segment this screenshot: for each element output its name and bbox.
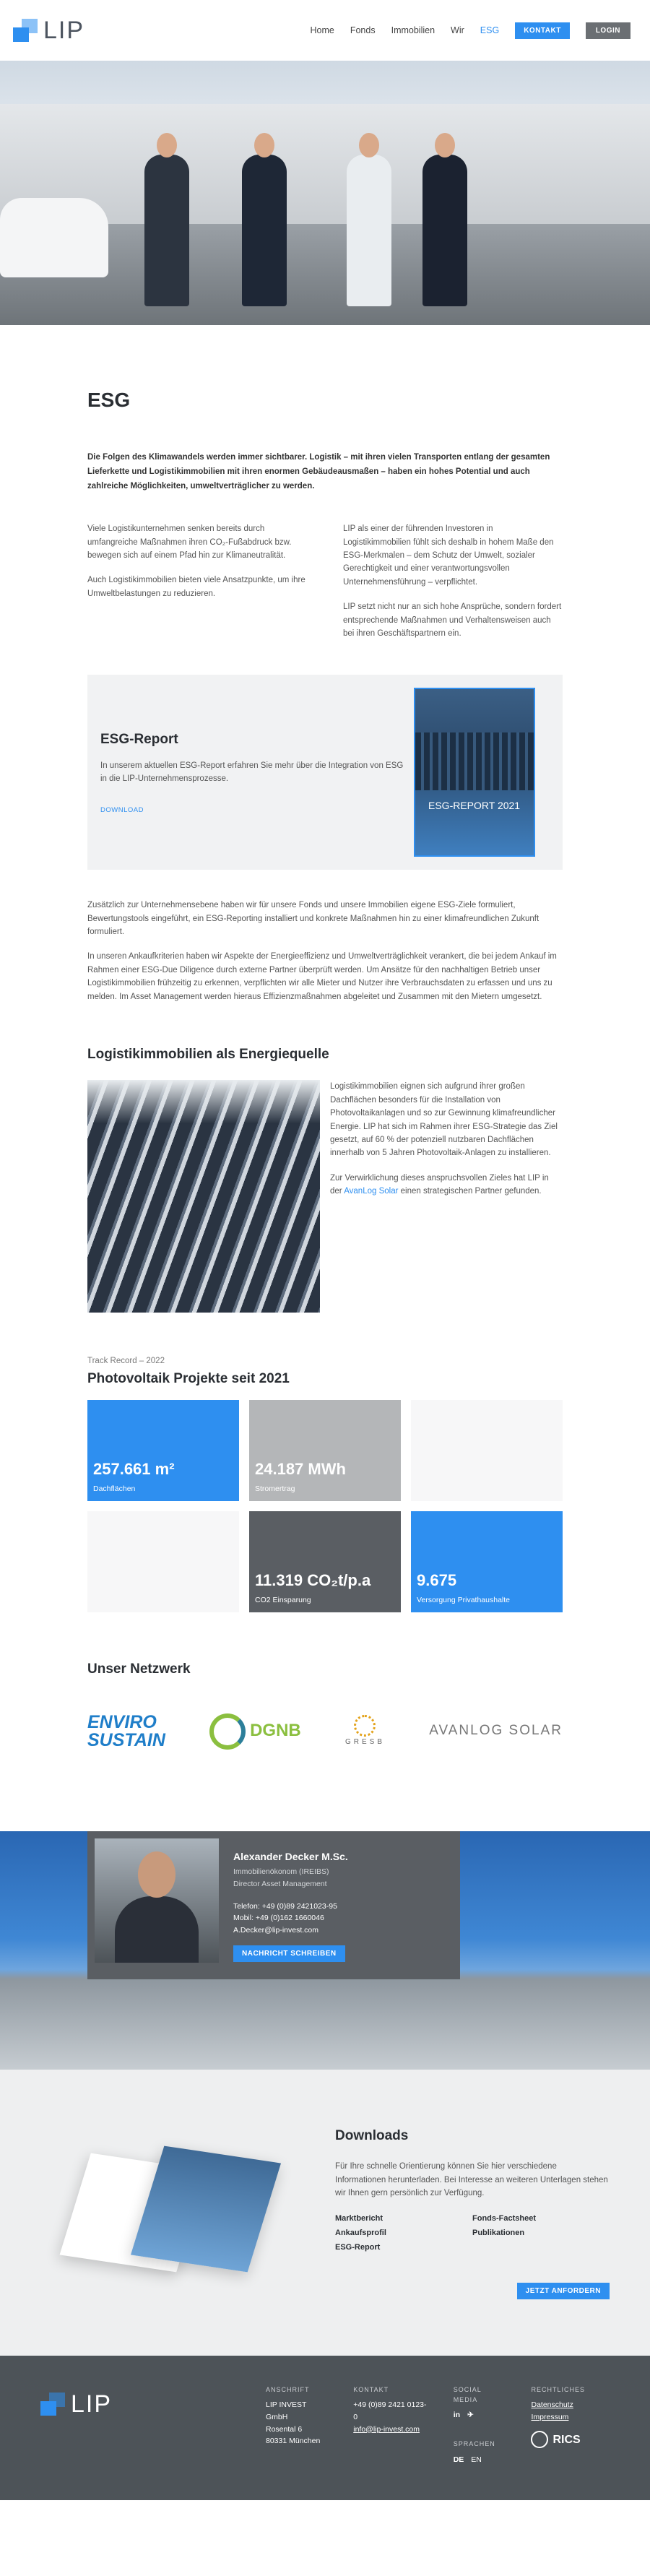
lip-logo[interactable] xyxy=(13,11,84,50)
report-text: In unserem aktuellen ESG-Report erfahren Sie mehr über die Integration von ESG in die LIP-Unternehmensprozesse. xyxy=(100,761,404,784)
solar-text: Logistikimmobilien eignen sich aufgrund ihrer großen Dachflächen besonders für die Installation von Photovoltaikanlagen und so zur Gewinnung klimafreundlicher Energie. LIP hat sich im Rahmen ihrer ESG-Strategie das Ziel gesetzt, auf 60 % der potenziell nutzbaren Dachflächen innerhalb von 5 Jahren Photovoltaik-Anlagen zu installieren. xyxy=(330,1082,558,1158)
stat-tile xyxy=(249,1511,401,1612)
hero-person xyxy=(144,155,189,306)
hero-person xyxy=(422,155,467,306)
report-download-link[interactable]: DOWNLOAD xyxy=(100,805,144,814)
gresb-logo[interactable]: GRESB xyxy=(345,1715,385,1748)
dgnb-logo[interactable]: DGNB xyxy=(209,1713,301,1750)
stat-value: 24.187 MWh xyxy=(255,1460,346,1479)
network-title: Unser Netzwerk xyxy=(87,1661,191,1677)
rics-icon xyxy=(531,2431,548,2448)
avanlog-link[interactable]: AvanLog Solar xyxy=(344,1187,399,1196)
impressum-link[interactable]: Impressum xyxy=(531,2412,569,2421)
footer-contact: KONTAKT +49 (0)89 2421 0123-0 info@lip-invest.com xyxy=(353,2385,428,2500)
solar-title: Logistikimmobilien als Energiequelle xyxy=(87,1047,329,1063)
intro-text: LIP setzt nicht nur an sich hohe Ansprüche, sondern fordert entsprechende Maßnahmen und Verhaltensweisen auch bei ihren Geschäftspartnern ein. xyxy=(343,602,562,638)
page-title: ESG xyxy=(87,389,131,411)
contact-section xyxy=(0,1831,650,2070)
stat-label: Stromertrag xyxy=(255,1484,295,1494)
body-text: In unseren Ankaufkriterien haben wir Aspekte der Energieeffizienz und Umweltverträglichkeit verankert, die bei jedem Ankauf im Rahmen einer ESG-Due Diligence durch externe Partner überprüft werden. Um Ansätze für den nachhaltigen Betrieb unser Logistikimmobilien frühzeitig zu erkennen, verpflichten wir alle Mieter und Nutzer ihre Verbrauchsdaten zu erfassen und uns zu melden. Im Asset Management werden hieraus Effizienzmaßnahmen abgeleitet und Zusammen mit den Mietern umgesetzt. xyxy=(87,952,557,1001)
linkedin-icon[interactable]: in xyxy=(453,2411,461,2420)
write-message-button[interactable]: NACHRICHT SCHREIBEN xyxy=(233,1945,345,1962)
footer-logo[interactable]: LIP xyxy=(40,2385,266,2424)
rics-logo: RICS xyxy=(531,2431,585,2450)
stat-tile-empty xyxy=(87,1511,239,1612)
contact-phone: Telefon: +49 (0)89 2421023-95 xyxy=(233,1901,337,1911)
contact-card xyxy=(87,1831,460,1979)
stats-grid xyxy=(87,1400,563,1612)
nav-esg[interactable]: ESG xyxy=(480,25,500,35)
intro-columns xyxy=(87,522,563,652)
hero-image xyxy=(0,61,650,325)
stat-label: Versorgung Privathaushalte xyxy=(417,1596,510,1605)
stat-value: 9.675 xyxy=(417,1571,457,1590)
solar-roof-image xyxy=(87,1080,320,1313)
download-item-marktbericht[interactable]: Marktbericht xyxy=(335,2214,384,2223)
telegram-icon[interactable]: ✈ xyxy=(467,2411,474,2420)
contact-role: Immobilienökonom (IREIBS) Director Asset Management xyxy=(233,1867,329,1888)
footer-address: ANSCHRIFT LIP INVEST GmbH Rosental 6 80331 München xyxy=(265,2385,321,2446)
download-item-fonds-factsheet[interactable]: Fonds-Factsheet xyxy=(472,2214,537,2223)
lip-logo-icon xyxy=(13,19,38,42)
avanlog-logo[interactable]: AVANLOG SOLAR xyxy=(429,1723,563,1739)
downloads-section xyxy=(0,2070,650,2356)
footer-email[interactable]: info@lip-invest.com xyxy=(353,2424,420,2434)
enviro-sustain-logo[interactable]: ENVIRO SUSTAIN xyxy=(87,1711,165,1750)
contact-name: Alexander Decker M.Sc. xyxy=(233,1850,348,1862)
nav-wir[interactable]: Wir xyxy=(451,25,464,35)
dgnb-ring-icon xyxy=(209,1713,246,1750)
track-record-label: Track Record – 2022 xyxy=(87,1357,165,1366)
stat-value: 257.661 m² xyxy=(93,1460,175,1479)
nav-immobilien[interactable]: Immobilien xyxy=(391,25,436,35)
stat-label: CO2 Einsparung xyxy=(255,1596,311,1605)
download-item-esg-report[interactable]: ESG-Report xyxy=(335,2242,381,2252)
report-title: ESG-Report xyxy=(100,731,178,747)
stat-tile xyxy=(411,1511,563,1612)
track-record-title: Photovoltaik Projekte seit 2021 xyxy=(87,1370,290,1386)
lang-de[interactable]: DE xyxy=(453,2455,464,2464)
stat-tile xyxy=(249,1400,401,1501)
hero-person xyxy=(347,155,391,306)
stat-tile-empty xyxy=(411,1400,563,1501)
downloads-title: Downloads xyxy=(335,2127,409,2143)
lip-logo-icon xyxy=(40,2393,65,2416)
logo-text: LIP xyxy=(43,16,85,44)
hero-person xyxy=(242,155,287,306)
body-text: Zusätzlich zur Unternehmensebene haben wir für unsere Fonds und unsere Immobilien eigene ESG-Ziele formuliert, Bewertungstools eingeführt, ein ESG-Reporting installiert und konkrete Maßnahmen hin zu einer klimafreundlichen Zukunft formuliert. xyxy=(87,901,540,937)
report-cover-title: ESG-REPORT 2021 xyxy=(428,800,521,812)
report-cover[interactable] xyxy=(414,688,535,857)
footer-social: SOCIAL MEDIA in ✈ SPRACHEN DE EN xyxy=(454,2385,507,2500)
brochure-image xyxy=(51,2126,296,2299)
partner-logos xyxy=(87,1710,563,1753)
stat-tile xyxy=(87,1400,239,1501)
nav-fonds[interactable]: Fonds xyxy=(350,25,376,35)
downloads-text: Für Ihre schnelle Orientierung können Sie hier verschiedene Informationen herunterladen. Bei Interesse an weiteren Unterlagen stehen wir Ihnen gern persönlich zur Verfügung. xyxy=(335,2162,608,2198)
footer-phone[interactable]: +49 (0)89 2421 0123-0 xyxy=(353,2400,427,2421)
login-button[interactable]: LOGIN xyxy=(586,22,630,39)
solar-section xyxy=(87,1080,563,1313)
site-header xyxy=(0,0,650,61)
intro-text: Auch Logistikimmobilien bieten viele Ansatzpunkte, um ihre Umweltbelastungen zu reduzieren. xyxy=(87,576,306,598)
kontakt-button[interactable]: KONTAKT xyxy=(515,22,570,39)
nav-home[interactable]: Home xyxy=(310,25,334,35)
site-footer xyxy=(0,2356,650,2500)
downloads-list xyxy=(335,2213,610,2254)
datenschutz-link[interactable]: Datenschutz xyxy=(531,2400,573,2409)
main-content xyxy=(0,384,650,1753)
report-cover-image xyxy=(415,732,534,790)
contact-email[interactable]: A.Decker@lip-invest.com xyxy=(233,1926,319,1935)
stat-label: Dachflächen xyxy=(93,1484,136,1494)
stat-value: 11.319 CO₂t/p.a xyxy=(255,1571,371,1590)
download-item-ankaufsprofil[interactable]: Ankaufsprofil xyxy=(335,2229,386,2238)
esg-report-box xyxy=(87,675,563,870)
request-now-button[interactable]: JETZT ANFORDERN xyxy=(517,2283,610,2299)
hero-car xyxy=(0,198,108,277)
download-item-publikationen[interactable]: Publikationen xyxy=(472,2229,525,2238)
contact-photo xyxy=(95,1838,219,1963)
intro-text: LIP als einer der führenden Investoren in Logistikimmobilien fühlt sich deshalb in hohem Maße den ESG-Merkmalen – dem Schutz der Umwelt, sozialer Gerechtigkeit und einer verantwortungsvollen Unternehmensführung – verpflichtet. xyxy=(343,524,554,587)
gresb-icon xyxy=(354,1715,376,1737)
lang-en[interactable]: EN xyxy=(471,2455,482,2464)
footer-legal: RECHTLICHES Datenschutz Impressum RICS xyxy=(531,2385,585,2500)
intro-text: Viele Logistikunternehmen senken bereits durch umfangreiche Maßnahmen ihren CO₂-Fußabdruck bzw. bewegen sich auf einem Pfad hin zur Klimaneutralität. xyxy=(87,524,292,560)
solar-text: Zur Verwirklichung dieses anspruchsvollen Zieles hat LIP in der AvanLog Solar einen strategischen Partner gefunden. xyxy=(330,1173,549,1196)
intro-lead: Die Folgen des Klimawandels werden immer sichtbarer. Logistik – mit ihren vielen Transporten entlang der gesamten Lieferkette und Logistikimmobilien mit ihren enormen Gebäudeausmaßen – haben ein hohes Potential und auch zahlreiche Möglichkeiten, umweltverträglicher zu werden. xyxy=(87,452,550,491)
contact-mobile: Mobil: +49 (0)162 1660046 xyxy=(233,1914,324,1923)
main-nav xyxy=(311,22,631,39)
